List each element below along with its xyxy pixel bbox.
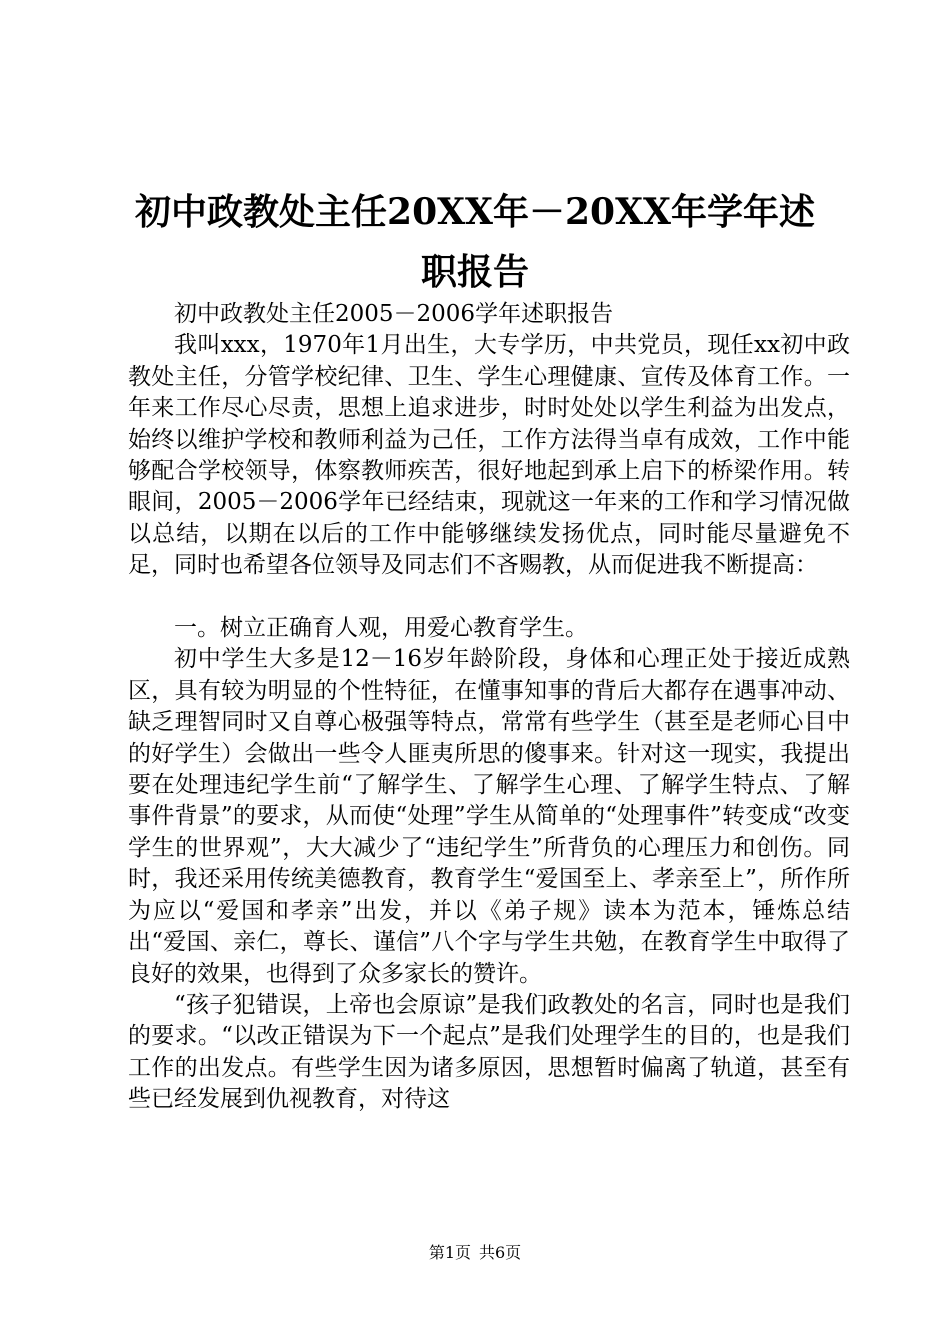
document-body	[128, 299, 850, 1116]
intro-paragraph: 我叫xxx，1970年1月出生，大专学历，中共党员，现任xx初中政教处主任，分管学校纪律、卫生、学生心理健康、宣传及体育工作。一年来工作尽心尽责，思想上追求进步，时时处处以学生利益为出发点，始终以维护学校和教师利益为己任，工作方法得当卓有成效，工作中能够配合学校领导，体察教师疾苦，很好地起到承上启下的桥梁作用。转眼间，2005－2006学年已经结束，现就这一年来的工作和学习情况做以总结，以期在以后的工作中能够继续发扬优点，同时能尽量避免不足，同时也希望各位领导及同志们不吝赐教，从而促进我不断提高：	[128, 332, 850, 579]
page-footer	[0, 1243, 950, 1263]
section-heading: 一。树立正确育人观，用爱心教育学生。	[174, 615, 588, 642]
body-paragraph: 初中学生大多是12－16岁年龄阶段，身体和心理正处于接近成熟区，具有较为明显的个性特征，在懂事知事的背后大都存在遇事冲动、缺乏理智同时又自尊心极强等特点，常常有些学生（甚至是老师心目中的好学生）会做出一些令人匪夷所思的傻事来。针对这一现实，我提出要在处理违纪学生前“了解学生、了解学生心理、了解学生特点、了解事件背景”的要求，从而使“处理”学生从简单的“处理事件”转变成“改变学生的世界观”，大大减少了“违纪学生”所背负的心理压力和创伤。同时，我还采用传统美德教育，教育学生“爱国至上、孝亲至上”，所作所为应以“爱国和孝亲”出发，并以《弟子规》读本为范本，锤炼总结出“爱国、亲仁，尊长、谨信”八个字与学生共勉，在教育学生中取得了良好的效果，也得到了众多家长的赞许。	[128, 646, 850, 987]
subtitle-paragraph: 初中政教处主任2005－2006学年述职报告	[174, 301, 614, 327]
document-title: 初中政教处主任20XX年－20XX年学年述职报告	[135, 191, 815, 293]
body-paragraph: “孩子犯错误，上帝也会原谅”是我们政教处的名言，同时也是我们的要求。“以改正错误为下一个起点”是我们处理学生的目的，也是我们工作的出发点。有些学生因为诸多原因，思想暂时偏离了轨道，甚至有些已经发展到仇视教育，对待这	[128, 991, 850, 1113]
page-number: 第1页	[428, 1243, 471, 1262]
page-total: 共6页	[479, 1243, 522, 1262]
